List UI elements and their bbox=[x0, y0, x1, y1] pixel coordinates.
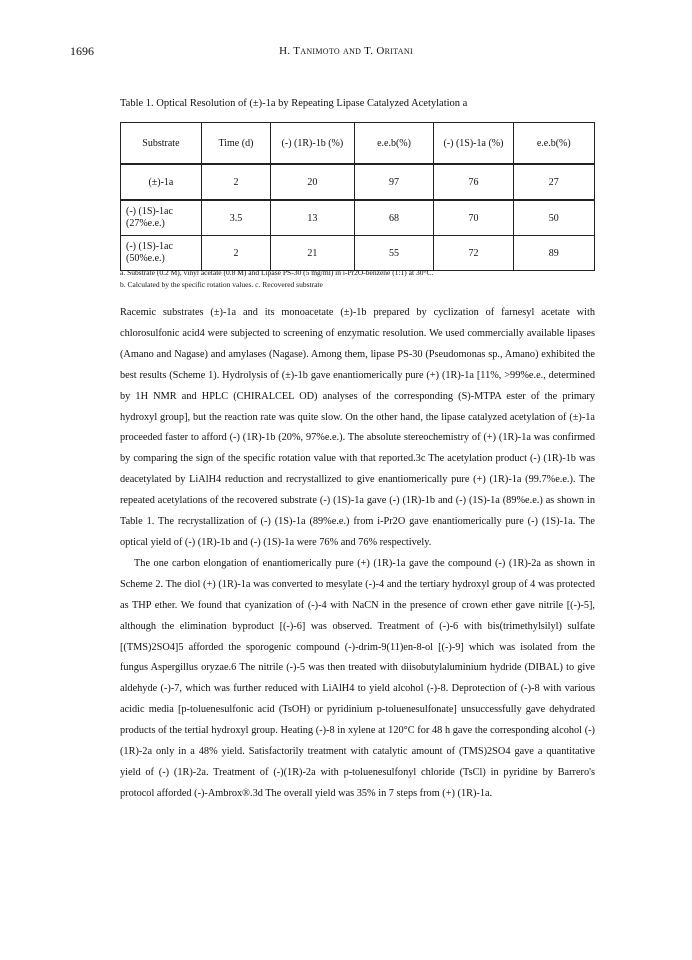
table-cell: 70 bbox=[434, 200, 513, 236]
table-row bbox=[121, 200, 595, 236]
col-header: Time (d) bbox=[201, 123, 270, 165]
paragraph: The one carbon elongation of enantiomerically pure (+) (1R)-1a gave the compound (-) (1R)-2a as shown in Scheme 2. The diol (+) (1R)-1a was converted to mesylate (-)-4 and the tertiary hydroxyl group of 4 was protected as THP ether. We found that cyanization of (-)-4 with NaCN in the presence of crown ether gave nitrile [(-)-5], although the elimination byproduct [(-)-6] was observed. Treatment of (-)-6 with bis(trimethylsilyl) sulfate [(TMS)2SO4]5 afforded the sporogenic compound (-)-drim-9(11)en-8-ol [(-)-9] which was isolated from the fungus Aspergillus oryzae.6 The nitrile (-)-5 was then treated with diisobutylaluminium hydride (DIBAL) to give aldehyde (-)-7, which was further reduced with LiAlH4 to yield alcohol (-)-8. Deprotection of (-)-8 with various acidic media [p-toluenesulfonic acid (TsOH) or pyridinium p-toluenesulfonate] unsuccessfully gave dehydrated products of the tertial hydroxyl group. Heating (-)-8 in xylene at 120°C for 48 h gave the corresponding alcohol (-) (1R)-2a only in a 48% yield. Satisfactorily treatment with catalytic amount of (TMS)2SO4 gave a quantitative yield of (-) (1R)-2a. Treatment of (-)(1R)-2a with p-toluenesulfonyl chloride (TsCl) in pyridine by Barrero's protocol afforded (-)-Ambrox®.3d The overall yield was 35% in 7 steps from (+) (1R)-1a. bbox=[120, 557, 595, 799]
body-text bbox=[120, 303, 595, 805]
table-cell: 68 bbox=[354, 200, 434, 236]
table-cell: 72 bbox=[434, 236, 513, 271]
table-cell: 3.5 bbox=[201, 200, 270, 236]
table-cell: 97 bbox=[354, 164, 434, 200]
table-cell: 2 bbox=[201, 236, 270, 271]
table-caption: Table 1. Optical Resolution of (±)-1a by Repeating Lipase Catalyzed Acetylation a bbox=[120, 98, 468, 109]
table-cell: 50 bbox=[513, 200, 594, 236]
table-cell: 89 bbox=[513, 236, 594, 271]
page-number: 1696 bbox=[70, 44, 94, 58]
col-header: e.e.b(%) bbox=[354, 123, 434, 165]
table-footnote-a: a. Substrate (0.2 M), vinyl acetate (0.8 M) and Lipase PS-30 (5 mg/ml) in i-Pr2O-benzene (1:1) at 30°C. bbox=[120, 268, 434, 277]
table-cell: 21 bbox=[271, 236, 355, 271]
col-header: e.e.b(%) bbox=[513, 123, 594, 165]
table-cell: 13 bbox=[271, 200, 355, 236]
table-cell: 55 bbox=[354, 236, 434, 271]
table-header-row bbox=[121, 123, 595, 165]
table-cell: 20 bbox=[271, 164, 355, 200]
table-cell: (-) (1S)-1ac (27%e.e.) bbox=[121, 200, 202, 236]
table-cell: 2 bbox=[201, 164, 270, 200]
table-cell: (-) (1S)-1ac (50%e.e.) bbox=[121, 236, 202, 271]
resolution-table bbox=[120, 122, 595, 271]
running-header: H. Tanimoto and T. Oritani bbox=[279, 45, 413, 57]
col-header: Substrate bbox=[121, 123, 202, 165]
table-cell: 76 bbox=[434, 164, 513, 200]
table-cell: (±)-1a bbox=[121, 164, 202, 200]
table-row bbox=[121, 236, 595, 271]
table-footnote-b: b. Calculated by the specific rotation values. c. Recovered substrate bbox=[120, 280, 323, 289]
table-cell: 27 bbox=[513, 164, 594, 200]
col-header: (-) (1S)-1a (%) bbox=[434, 123, 513, 165]
table-row bbox=[121, 164, 595, 200]
paragraph: Racemic substrates (±)-1a and its monoacetate (±)-1b prepared by cyclization of farnesyl acetate with chlorosulfonic acid4 were subjected to screening of enzymatic resolution. We used commercially available lipases (Amano and Nagase) and amylases (Nagase). Among them, lipase PS-30 (Pseudomonas sp., Amano) exhibited the best results (Scheme 1). Hydrolysis of (±)-1b gave enantiomerically pure (+) (1R)-1a [11%, >99%e.e., determined by 1H NMR and HPLC (CHIRALCEL OD) analyses of the corresponding (S)-MTPA ester of the primary hydroxyl group], but the reaction rate was quite slow. On the other hand, the lipase catalyzed acetylation of (±)-1a proceeded faster to afford (-) (1R)-1b (20%, 97%e.e.). The absolute stereochemistry of (+) (1R)-1a was confirmed by comparing the sign of the specific rotation value with that reported.3c The acetylation product (-) (1R)-1b was deacetylated by LiAlH4 reduction and recrystallized to give enantiomerically pure (+) (1R)-1a (99.7%e.e.). The repeated acetylations of the recovered substrate (-) (1S)-1a gave (-) (1R)-1b and (-) (1S)-1a (89%e.e.) as shown in Table 1. The recrystallization of (-) (1S)-1a (89%e.e.) from i-Pr2O gave enantiomerically pure (-) (1S)-1a. The optical yield of (-) (1R)-1b and (-) (1S)-1a were 76% and 76% respectively. bbox=[120, 307, 595, 548]
col-header: (-) (1R)-1b (%) bbox=[271, 123, 355, 165]
